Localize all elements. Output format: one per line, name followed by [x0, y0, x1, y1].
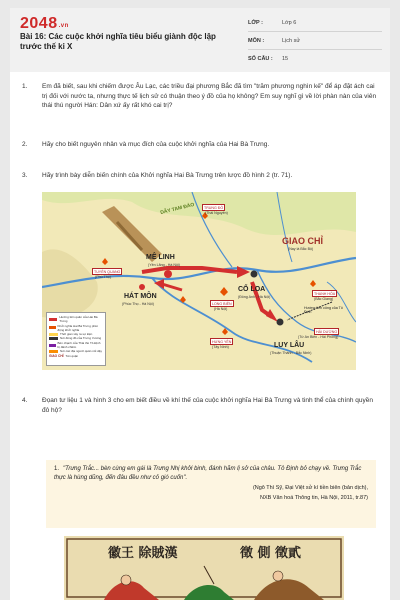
- minor-place-label: THANH HÓA: [314, 291, 336, 296]
- meta-value: Lớp 6: [282, 19, 297, 26]
- legend-item: [49, 341, 103, 350]
- legend-label: Khởi nghĩa Hai Bà Trưng phát động khởi nghĩa: [57, 323, 98, 332]
- quote-source-line-1: (Ngô Thì Sỹ, Đại Việt sử kí tiền biên (bản dịch),: [252, 485, 368, 491]
- meta-row-class: [248, 14, 382, 32]
- minor-place-sub: (Thái Nguyên): [205, 211, 228, 215]
- question-number: 4.: [22, 397, 28, 404]
- question-text: Đọan tư liệu 1 và hình 3 cho em biết điều về khí thế của cuộc khởi nghĩa Hai Bà Trưng và tinh thể của chính quyền đô hộ?: [42, 397, 373, 414]
- minor-place-sub: (Bắc Giang): [314, 297, 334, 301]
- legend-item: [49, 354, 103, 358]
- logo-suffix: .vn: [58, 23, 69, 29]
- lesson-title: Bài 16: Các cuộc khởi nghĩa tiêu biểu giành độc lập trước thế kỉ X: [20, 32, 216, 51]
- meta-key: MÔN :: [248, 37, 265, 44]
- quote-body: [54, 465, 368, 483]
- quote-source-line-2: NXB Văn hoá Thông tin, Hà Nội, 2011, tr.87): [259, 494, 368, 501]
- legend-swatch: [49, 318, 57, 321]
- place-hat-mon-sub: (Phúc Thọ - Hà Nội): [122, 302, 154, 306]
- meta-row-count: [248, 50, 382, 68]
- legend-label: Thời gian xảy ra sự kiện: [60, 332, 93, 337]
- quote-text: "Trưng Trắc... bèn cùng em gái là Trưng Nhị khởi binh, đánh hãm lị sở của châu. Tô Định bỏ chạy về. Trưng Trắc thực là hùng dũng, đến đâu đều như cỏ gió cuốn".: [54, 466, 362, 481]
- painting-caption-right: 徵 側 徵貳: [240, 546, 302, 561]
- meta-key: LỚP :: [248, 19, 263, 26]
- mountain-label: DÃY TAM ĐẢO: [159, 201, 196, 217]
- legend-label: Bên chạnh của Thái thú Tô Định bị đánh chiếm: [57, 340, 101, 350]
- quote-number: 1.: [54, 466, 60, 472]
- question-number: 2.: [22, 141, 28, 148]
- meta-value: Lịch sử: [282, 37, 301, 44]
- meta-value: 15: [282, 56, 289, 62]
- logo-text: 2048: [20, 15, 58, 32]
- legend-label: Tên quận: [65, 353, 79, 358]
- site-logo[interactable]: [20, 15, 69, 33]
- legend-item: [49, 315, 103, 324]
- attack-direction-note: Hướng tiến công của Tô Định: [304, 306, 343, 314]
- region-label: GIAO CHỈ: [282, 236, 324, 246]
- minor-place-label: TUYÊN QUANG: [94, 269, 121, 274]
- question-1: [22, 82, 378, 111]
- folk-painting: [64, 536, 344, 600]
- place-co-loa-sub: (Đông Anh - Hà Nội): [238, 295, 271, 299]
- minor-place-label: HẢI DƯƠNG: [316, 329, 338, 334]
- minor-place-sub: (Tứ An Biên - Hải Phòng): [298, 335, 339, 339]
- meta-row-subject: [248, 32, 382, 50]
- place-luy-lau-sub: (Thuận Thành - Bắc Ninh): [270, 351, 312, 355]
- region-sub-label: (Nay là Bắc Bộ): [288, 247, 314, 251]
- legend-swatch: [49, 326, 56, 329]
- legend-region-mark: GIAO CHỈ: [49, 353, 64, 358]
- painting-caption-left: 徽王 除賊漢: [108, 546, 178, 561]
- place-luy-lau: LUY LÂU: [274, 342, 305, 349]
- legend-swatch: [49, 333, 58, 336]
- campaign-map: [42, 192, 356, 370]
- page-header: [10, 8, 390, 72]
- question-text: Hãy cho biết nguyên nhân và mục đích của cuộc khởi nghĩa của Hai Bà Trưng.: [42, 141, 270, 148]
- minor-place-label: LONG BIÊN: [212, 301, 232, 306]
- map-legend: [46, 312, 106, 366]
- legend-label: Nơi đóng đô của Trưng Vương: [60, 336, 102, 341]
- legend-label: Hướng tiến quân của Hai Bà Trưng: [59, 315, 98, 324]
- question-number: 3.: [22, 172, 28, 179]
- place-me-linh-sub: (Yên Lãng - Hà Nội): [148, 263, 180, 267]
- legend-label: Nơi các địa người quân nổi dậy: [60, 349, 102, 354]
- place-me-linh: MÊ LINH: [146, 254, 175, 261]
- question-text: Hãy trình bày diễn biến chính của Khởi nghĩa Hai Bà Trưng trên lược đồ hình 2 (tr. 71).: [42, 172, 293, 179]
- question-3: [22, 171, 378, 181]
- meta-key: SỐ CÂU :: [248, 56, 273, 62]
- place-co-loa: CỔ LOA: [238, 286, 266, 293]
- minor-place-sub: (Phú Thọ): [95, 275, 111, 279]
- question-2: [22, 140, 378, 150]
- minor-place-sub: (Tây Ninh): [212, 345, 229, 349]
- source-quote: [46, 460, 376, 528]
- minor-place-label: TRUNG ĐÔ: [204, 205, 224, 210]
- painting-graphic: [64, 536, 344, 600]
- question-number: 1.: [22, 83, 28, 90]
- document-page: [10, 8, 390, 600]
- legend-swatch: [49, 337, 58, 340]
- minor-place-label: HƯNG YÊN: [212, 339, 232, 344]
- legend-swatch: [49, 344, 56, 347]
- place-hat-mon: HÁT MÔN: [124, 293, 157, 300]
- lesson-meta: [248, 14, 382, 68]
- minor-place-sub: (Hà Nội): [214, 307, 228, 311]
- legend-swatch: [49, 350, 58, 353]
- legend-item: [49, 324, 103, 333]
- question-text: Em đã biết, sau khi chiếm được Âu Lạc, các triều đại phương Bắc đã tìm "trăm phương nghìn kế" để áp đặt ách cai trị đối với nước ta, nhưng thực tế lịch sử có thuận theo ý đồ của họ không? Em suy nghĩ gì về lời phàn nàn của viên thái thú người Hán: Dân xứ ấy rất khó cai trị?: [42, 83, 377, 109]
- question-4: [22, 396, 378, 415]
